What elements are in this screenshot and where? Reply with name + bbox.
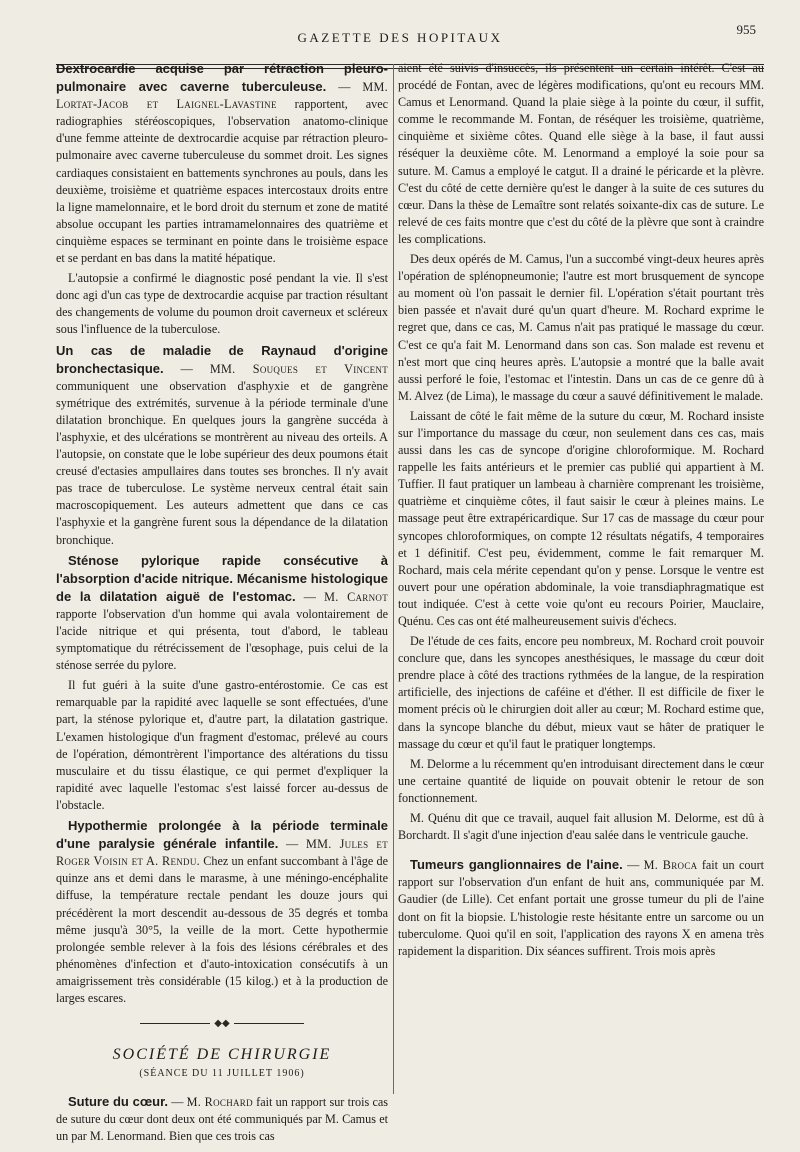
article-hypothermie: Hypothermie prolongée à la période terminale d'une paralysie générale infantile. — MM. Jules et Roger Voisin et A. Rendu. Chez un enfant succombant à l'âge de quinze ans et demi dans le marasme, à une méningo-encéphalite diffuse, la température rectale pendant les douze jours qui précédèrent la mort descendit au-dessous de 35 degrés et tomba même jusqu'à 30°5, la veille de la mort. Cette hypothermie prolongée semble relever à la fois des lésions cérébrales et des phénomènes d'infection et d'auto-intoxication consécutifs à un amaigrissement très considérable (15 kilog.) et à la production de larges escares.	[56, 818, 389, 1005]
article-dextrocardie: Dextrocardie acquise par rétraction pleuro-pulmonaire avec caverne tuberculeuse. — MM. Lortat-Jacob et Laignel-Lavastine rapportent, avec radiographies stéréoscopiques, l'observation anatomo-clinique d'une femme atteinte de dextrocardie acquise par rétraction pleuro-pulmonaire avec caverne tuberculeuse du sommet droit. Les signes cardiaques consistaient en battements synchrones au pouls, dans les deuxième, troisième et quatrième espaces intercostaux droits entre la ligne mamelonnaire, et le bord droit du sternum et zone de matité absolue occupant les parties intramamelonnaires des quatrième et cinquième espaces se terminant en pointe dans le troisième espace et se perdant en bas dans la matité hépatique.	[56, 61, 389, 266]
journal-title: GAZETTE DES HOPITAUX	[297, 30, 503, 45]
article-authors: MM. Jules et Roger Voisin et A. Rendu.	[56, 837, 389, 869]
article-text: communiquent une observation d'asphyxie et de gangrène symétrique des extrémités, survenue à la période terminale d'une dilatation bronchique. En quelques jours la gangrène succéda à l'asphyxie, et des ulcérations se montrèrent au niveau des orteils. A l'autopsie, on constate que le lobe supérieur des deux poumons était creusé d'ectasies ampullaires dans toutes ses bronches. Il n'y avait pas trace de tuberculose. Le système nerveux central était sain macroscopiquement. Les auteurs admettent que dans ce cas l'asphyxie et la gangrène furent sous la dépendance de la dilatation bronchique.	[56, 378, 388, 547]
article-authors: M. Carnot	[324, 589, 388, 604]
article-title: Dextrocardie acquise par rétraction pleuro-pulmonaire avec caverne tuberculeuse.	[56, 61, 388, 95]
paragraph: M. Quénu dit que ce travail, auquel fait allusion M. Delorme, est dû à Borchardt. Il s'agit d'une injection d'eau salée dans le ventricule gauche.	[398, 811, 764, 843]
paragraph: M. Delorme a lu récemment qu'en introduisant directement dans le cœur une certaine quantité de liquide on pouvait obtenir le retour de son fonctionnement.	[398, 756, 764, 805]
paragraph: L'autopsie a confirmé le diagnostic posé pendant la vie. Il s'est donc agi d'un cas type de dextrocardie acquise par traction résultant des changements de volume du poumon droit caverneux et scléreux sous l'influence de la tuberculose.	[56, 271, 388, 337]
running-head	[0, 18, 800, 58]
paragraph: Laissant de côté le fait même de la suture du cœur, M. Rochard insiste sur l'importance du massage du cœur, non seulement dans ces cas, mais aussi dans les cas de syncope d'origine chloroformique. M. Rochard rappelle les faits antérieurs et le premier cas publié qui appartient à M. Tuffier. Il faut pratiquer un lambeau à charnière comprenant les troisième, quatrième et cinquième côtes, il faut saisir le cœur à pleines mains. Le massage peut être extrapéricardique. Sur 17 cas de massage du cœur pour syncopes chloroformiques, on compte 12 résultats négatifs, 4 temporaires et 1 définitif. C'est peu, évidemment, comme le fait remarquer M. Rochard, mais cela mérite cependant qu'on y pense. Lorsque le ventre est ouvert pour une opération abdominale, la voie transdiaphragmatique est tout indiquée. C'est à cette voie qu'ont eu recours Poirier, Mauclaire, Quénu. Ces cas ont été malheureusement suivis d'échecs.	[398, 408, 764, 628]
article-title: Un cas de maladie de Raynaud d'origine bronchectasique.	[56, 342, 388, 376]
article-raynaud: Un cas de maladie de Raynaud d'origine bronchectasique. — MM. Souques et Vincent communiquent une observation d'asphyxie et de gangrène symétrique des extrémités, survenue à la période terminale d'une dilatation bronchique. En quelques jours la gangrène succéda à l'asphyxie, et des ulcérations se montrèrent au niveau des orteils. A l'autopsie, on constate que le lobe supérieur des deux poumons était creusé d'ectasies ampullaires dans toutes ses bronches. Il n'y avait pas trace de tuberculose. Le système nerveux central était sain macroscopiquement. Les auteurs admettent que dans ce cas l'asphyxie et la gangrène furent sous la dépendance de la dilatation bronchique.	[56, 342, 388, 547]
section-title: SOCIÉTÉ DE CHIRURGIE	[112, 1046, 332, 1064]
paragraph: De l'étude de ces faits, encore peu nombreux, M. Rochard croit pouvoir conclure que, dans les syncopes anesthésiques, le massage du cœur doit prendre place à côté des tractions rythmées de la langue, de la respiration artificielle, des injections de caféine et d'éther. Il est difficile de fixer le moment précis où le chirurgien doit aller au cœur; M. Rochard estime que, dans la syncope blanche du début, mieux vaut se hâter de pratiquer le massage du cœur et qu'il faut le pratiquer longtemps.	[398, 634, 764, 751]
left-column	[56, 60, 388, 1148]
article-suture: Suture du cœur. — M. Rochard fait un rapport sur trois cas de suture du cœur dont deux ont été communiqués par M. Camus et un par M. Lenormand. Bien que ces trois cas	[56, 1093, 389, 1143]
article-text: fait un court rapport sur l'observation d'un enfant de huit ans, communiquée par M. Gaudier (de Lille). Cet enfant portait une grosse tumeur du pli de l'aine dont on fit la biopsie. L'histologie reste hésitante entre un sarcome ou un tuberculome. Quoi qu'il en soit, l'application des rayons X en amena très rapidement la disparition. Dix séances suffirent. Trois mois après	[398, 858, 765, 958]
article-text: rapporte l'observation d'un homme qui avala volontairement de l'acide nitrique et qui présenta, tout d'abord, le tableau symptomatique du rétrécissement de l'œsophage, puis celui de la sténose serrée du pylore.	[56, 606, 388, 673]
section-subtitle: (SÉANCE DU 11 JUILLET 1906)	[139, 1068, 305, 1080]
article-stenose: Sténose pylorique rapide consécutive à l'absorption d'acide nitrique. Mécanisme histologique de la dilatation aiguë de l'estomac. — M. Carnot rapporte l'observation d'un homme qui avala volontairement de l'acide nitrique et qui présenta, tout d'abord, le tableau symptomatique du rétrécissement de l'œsophage, puis celui de la sténose serrée du pylore.	[56, 552, 388, 673]
column-divider	[393, 64, 394, 1094]
article-tumeurs: Tumeurs ganglionnaires de l'aine. — M. Broca fait un court rapport sur l'observation d'un enfant de huit ans, communiquée par M. Gaudier (de Lille). Cet enfant portait une grosse tumeur du pli de l'aine dont on fit la biopsie. L'histologie reste hésitante entre un sarcome ou un tuberculome. Quoi qu'il en soit, l'application des rayons X en amena très rapidement la disparition. Dix séances suffirent. Trois mois après	[398, 857, 765, 958]
paragraph: aient été suivis d'insuccès, ils présentent un certain intérêt. C'est au procédé de Fontan, avec de légères modifications, qu'ont eu recours MM. Camus et Lenormand. Quand la plaie siège à la pointe du cœur, il suffit, comme le recommande M. Fontan, de réséquer les troisième, quatrième, cinquième et sixième côtes. Quand elle siège à la base, il faut aussi réséquer la deuxième côte. M. Lenormand a employé la soie pour sa suture. M. Camus a employé le catgut. Il a drainé le péricarde et la plèvre. C'est du côté de cette dernière qu'est le danger à la suite de ces sutures du cœur. Dans la thèse de Lemaître sont relatés soixante-dix cas de suture. Le relevé de ces faits montre que c'est du côté de la plèvre que sont à craindre les complications.	[398, 61, 764, 246]
right-column	[398, 60, 764, 963]
article-authors: M. Broca	[643, 858, 698, 873]
page-number: 955	[736, 22, 756, 37]
article-title: Tumeurs ganglionnaires de l'aine.	[410, 857, 623, 873]
article-authors: M. Rochard	[186, 1094, 253, 1109]
section-ornament: ◆◆	[56, 1015, 388, 1032]
paragraph: Des deux opérés de M. Camus, l'un a succombé vingt-deux heures après l'opération de splénopneumonie; l'autre est mort brusquement de syncope au moment où l'on passait le dernier fil. L'opération s'était pourtant très bien passée et n'avait duré qu'un quart d'heure. M. Rochard exprime le regret que, dans ce cas, M. Camus n'ait pas pratiqué le massage du cœur. C'est ce qu'a fait M. Lenormand dans son cas. Son malade est revenu et n'est mort que cinq heures après. L'autopsie a montré que la balle avait aussi perforé le foie, l'estomac et l'intestin. Dans un cas de ce genre dû à M. Alvez (de Lima), le massage du cœur a sauvé définitivement le malade.	[398, 252, 764, 403]
article-title: Sténose pylorique rapide consécutive à l'absorption d'acide nitrique. Mécanisme histologique de la dilatation aiguë de l'estomac.	[56, 552, 388, 604]
paragraph: Il fut guéri à la suite d'une gastro-entérostomie. Ce cas est remarquable par la rapidité avec laquelle se sont effectuées, d'une part, la sténose pylorique et, d'autre part, la dilatation gastrique. L'examen histologique d'un fragment d'estomac, prélevé au cours de l'opération, démontrèrent l'importance des altérations du tissu musculaire et du tissu élastique, ce qui permet d'expliquer la rapidité avec laquelle l'estomac s'est laissé forcer au-dessus de l'obstacle.	[56, 678, 388, 812]
article-text: Chez un enfant succombant à l'âge de quinze ans et demi dans le marasme, à une méningo-encéphalite diffuse, la température rectale pendant les douze jours qui précédèrent la mort descendit au-dessous de 35 degrés et tomba même jusqu'à 30°5, la veille de la mort. Cette hypothermie prolongée semble relever à la fois des lésions cérébrales et des phénomènes d'infection et d'auto-intoxication consécutifs à un amaigrissement très considérable (15 kilog.) et à la production de larges escares.	[56, 854, 388, 1005]
article-text: fait un rapport sur trois cas de suture du cœur dont deux ont été communiqués par M. Camus et un par M. Lenormand. Bien que ces trois cas	[56, 1094, 389, 1143]
article-title: Suture du cœur.	[68, 1093, 169, 1109]
article-title: Hypothermie prolongée à la période terminale d'une paralysie générale infantile.	[56, 818, 388, 852]
article-authors: MM. Lortat-Jacob et Laignel-Lavastine	[56, 80, 389, 112]
article-authors: MM. Souques et Vincent	[209, 361, 388, 376]
article-text: rapportent, avec radiographies stéréoscopiques, l'observation anatomo-clinique d'une femme atteinte de dextrocardie acquise par rétraction pleuro-pulmonaire avec caverne tuberculeuse du sommet droit. Les signes cardiaques consistaient en battements synchrones au pouls, dans les deuxième, troisième et quatrième espaces intercostaux droits entre la ligne mamelonnaire, et le bord droit du sternum et zone de matité absolue occupant les parties intramamelonnaires des quatrième et cinquième espaces se terminant en pointe dans le troisième espace et se perdant en bas dans la matité hépatique.	[56, 97, 389, 266]
